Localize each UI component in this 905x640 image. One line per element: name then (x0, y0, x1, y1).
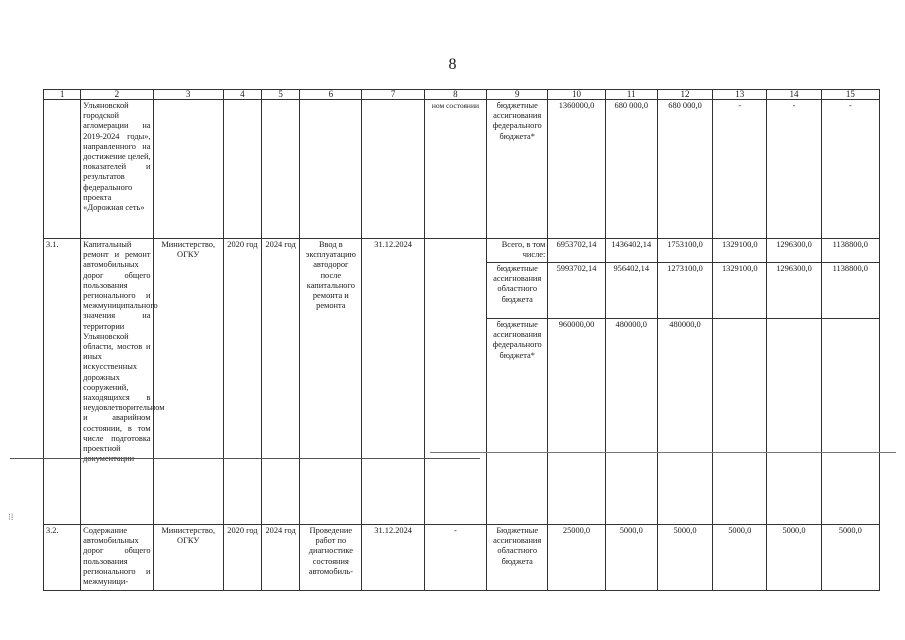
end-year-cell: 2024 год (262, 525, 300, 591)
responsible-cell: Министерство, ОГКУ (153, 239, 223, 525)
table-row-3-2 (44, 525, 880, 591)
amount-2024 (821, 319, 879, 453)
activity-name: Капитальный ремонт и ремонт автомобильных дорог общего пользования регионального и межмуниципального значения на территории Ульяновской области, мостов и иных искусственных дорожных сооружений, находящихся в неудовлетворительном и аварийном состоянии, в том числе подготовка проектной (81, 239, 153, 525)
amount-2021: 480000,0 (657, 319, 712, 453)
amount-total: 1360000,0 (548, 100, 605, 239)
funding-source: Всего, в том числе: (487, 239, 548, 263)
scan-fold-line (10, 458, 480, 459)
amount-2021: 1273100,0 (657, 263, 712, 319)
row-number: 3.2. (44, 525, 81, 591)
indicator-cell: - (424, 525, 486, 591)
amount-2023 (767, 319, 821, 453)
column-header: 9 (487, 90, 548, 100)
scan-mark: ⁝⁞ (8, 512, 14, 522)
amount-2021 (657, 453, 712, 525)
amount-total: 25000,0 (548, 525, 605, 591)
amount-total (548, 453, 605, 525)
amount-2022 (713, 453, 767, 525)
amount-2020 (605, 453, 657, 525)
amount-total: 5993702,14 (548, 263, 605, 319)
column-header: 5 (262, 90, 300, 100)
column-header: 11 (605, 90, 657, 100)
funding-source: бюджетные ассигнования федерального бюджета* (487, 319, 548, 453)
start-year-cell (223, 100, 261, 239)
table-row-continued (44, 100, 880, 239)
amount-2024: 1138800,0 (821, 263, 879, 319)
amount-2020: 480000,0 (605, 319, 657, 453)
column-header: 1 (44, 90, 81, 100)
result-cell: Проведение работ по диагностике состояния автомобиль- (300, 525, 362, 591)
start-year-cell: 2020 год (223, 525, 261, 591)
responsible-cell: Министерство, ОГКУ (153, 525, 223, 591)
funding-source (487, 453, 548, 525)
amount-2023: 1296300,0 (767, 263, 821, 319)
amount-2021: 5000,0 (657, 525, 712, 591)
deadline-cell: 31.12.2024 (362, 525, 424, 591)
program-table (43, 89, 880, 591)
column-header: 14 (767, 90, 821, 100)
amount-2022: 1329100,0 (713, 239, 767, 263)
column-header: 13 (713, 90, 767, 100)
result-cell (300, 100, 362, 239)
column-header: 7 (362, 90, 424, 100)
amount-2020: 956402,14 (605, 263, 657, 319)
table-row-3-1 (44, 239, 880, 263)
column-header: 8 (424, 90, 486, 100)
result-cell: Ввод в эксплуатацию автодорог после капитального ремонта и ремонта (300, 239, 362, 525)
page-number: 8 (448, 56, 457, 73)
amount-2024: 5000,0 (821, 525, 879, 591)
activity-name: Содержание автомобильных дорог общего пользования регионального и межмуници- (81, 525, 153, 591)
column-header: 3 (153, 90, 223, 100)
indicator-cell (424, 239, 486, 525)
row-number: 3.1. (44, 239, 81, 525)
amount-2020: 680 000,0 (605, 100, 657, 239)
amount-2020: 1436402,14 (605, 239, 657, 263)
amount-2021: 1753100,0 (657, 239, 712, 263)
column-header: 12 (657, 90, 712, 100)
end-year-cell: 2024 год (262, 239, 300, 525)
responsible-cell (153, 100, 223, 239)
amount-2024: 1138800,0 (821, 239, 879, 263)
funding-source: Бюджетные ассигнования областного бюджета (487, 525, 548, 591)
amount-2023: 5000,0 (767, 525, 821, 591)
column-header: 15 (821, 90, 879, 100)
amount-2020: 5000,0 (605, 525, 657, 591)
amount-2023: 1296300,0 (767, 239, 821, 263)
deadline-cell (362, 100, 424, 239)
amount-2023: - (767, 100, 821, 239)
amount-total: 960000,00 (548, 319, 605, 453)
column-number-row (44, 90, 880, 100)
activity-name: Ульяновской городской агломерации на 2019-2024 годы», направленного на достижение целей, показателей и результатов федерального проекта «Дорожная сеть» (81, 100, 153, 239)
funding-source: бюджетные ассигнования областного бюджета (487, 263, 548, 319)
deadline-cell: 31.12.2024 (362, 239, 424, 525)
scan-fold-line-right (430, 452, 896, 453)
column-header: 2 (81, 90, 153, 100)
column-header: 4 (223, 90, 261, 100)
amount-2024 (821, 453, 879, 525)
amount-2023 (767, 453, 821, 525)
amount-2024: - (821, 100, 879, 239)
amount-2022 (713, 319, 767, 453)
amount-2021: 680 000,0 (657, 100, 712, 239)
row-number (44, 100, 81, 239)
funding-source: бюджетные ассигнования федерального бюджета* (487, 100, 548, 239)
amount-2022: 1329100,0 (713, 263, 767, 319)
column-header: 6 (300, 90, 362, 100)
amount-2022: 5000,0 (713, 525, 767, 591)
amount-2022: - (713, 100, 767, 239)
indicator-cell: ном состоянии (424, 100, 486, 239)
end-year-cell (262, 100, 300, 239)
column-header: 10 (548, 90, 605, 100)
amount-total: 6953702,14 (548, 239, 605, 263)
start-year-cell: 2020 год (223, 239, 261, 525)
